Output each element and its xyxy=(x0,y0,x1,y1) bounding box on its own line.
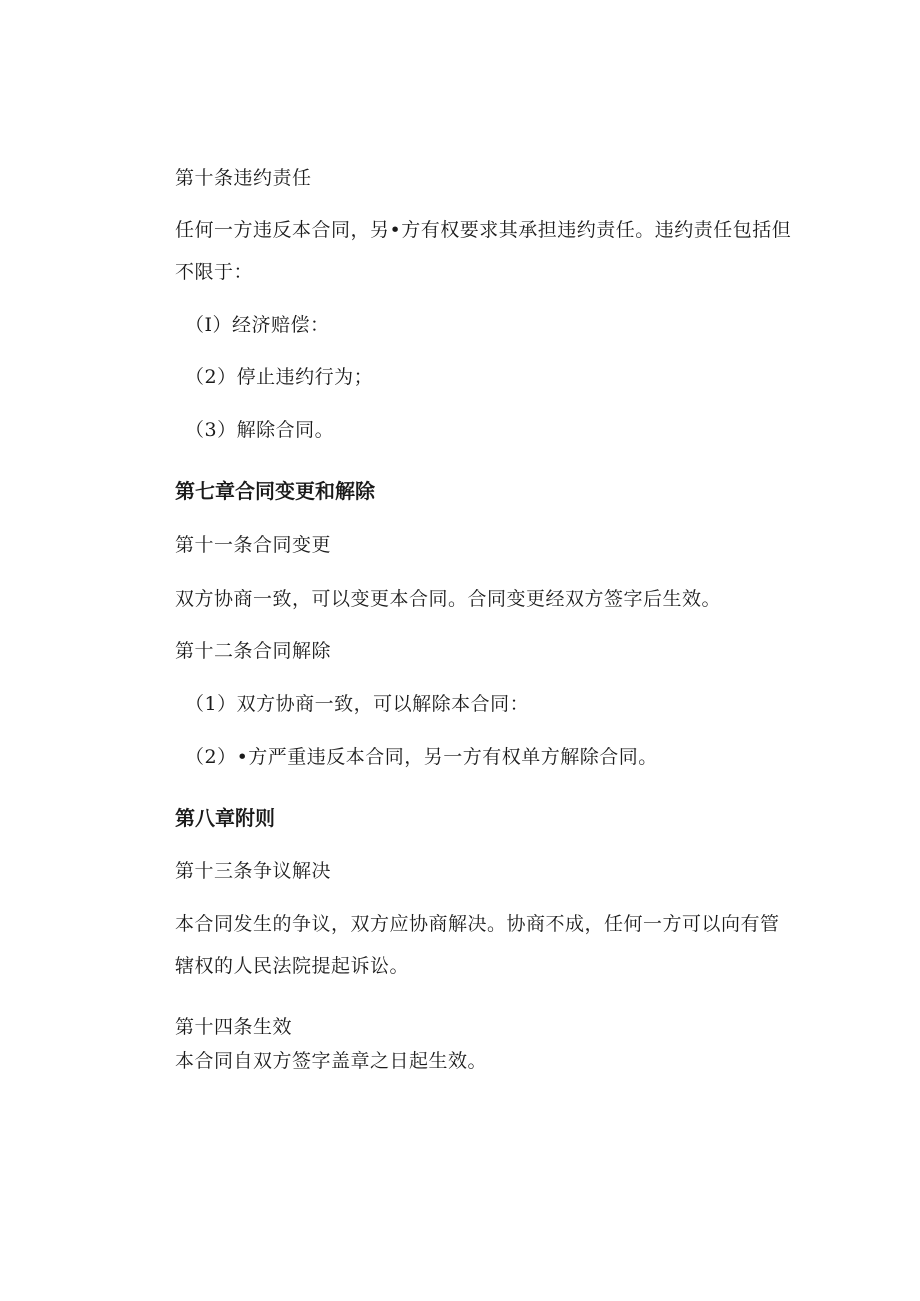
article-12-item-1: （1）双方协商一致，可以解除本合同： xyxy=(185,693,530,715)
article-11-title: 第十一条合同变更 xyxy=(175,534,332,556)
article-10-paragraph-line-2: 不限于： xyxy=(175,261,254,283)
chapter-7-heading: 第七章合同变更和解除 xyxy=(175,479,375,503)
article-13-paragraph-line-1: 本合同发生的争议，双方应协商解决。协商不成，任何一方可以向有管 xyxy=(175,913,780,935)
article-12-item-2: （2）•方严重违反本合同，另一方有权单方解除合同。 xyxy=(185,746,658,768)
article-10-item-1: （I）经济赔偿： xyxy=(185,314,330,336)
article-13-paragraph-line-2: 辖权的人民法院提起诉讼。 xyxy=(175,955,410,977)
article-12-title: 第十二条合同解除 xyxy=(175,640,332,662)
article-10-title: 第十条违约责任 xyxy=(175,167,312,189)
chapter-8-heading: 第八章附则 xyxy=(175,806,275,830)
article-13-title: 第十三条争议解决 xyxy=(175,860,332,882)
article-10-item-2: （2）停止违约行为； xyxy=(185,366,374,388)
article-11-paragraph: 双方协商一致，可以变更本合同。合同变更经双方签字后生效。 xyxy=(175,588,722,610)
article-14-paragraph: 本合同自双方签字盖章之日起生效。 xyxy=(175,1050,488,1072)
article-10-paragraph-line-1: 任何一方违反本合同，另•方有权要求其承担违约责任。违约责任包括但 xyxy=(175,219,792,241)
article-10-item-3: （3）解除合同。 xyxy=(185,419,335,441)
article-14-title: 第十四条生效 xyxy=(175,1016,293,1038)
